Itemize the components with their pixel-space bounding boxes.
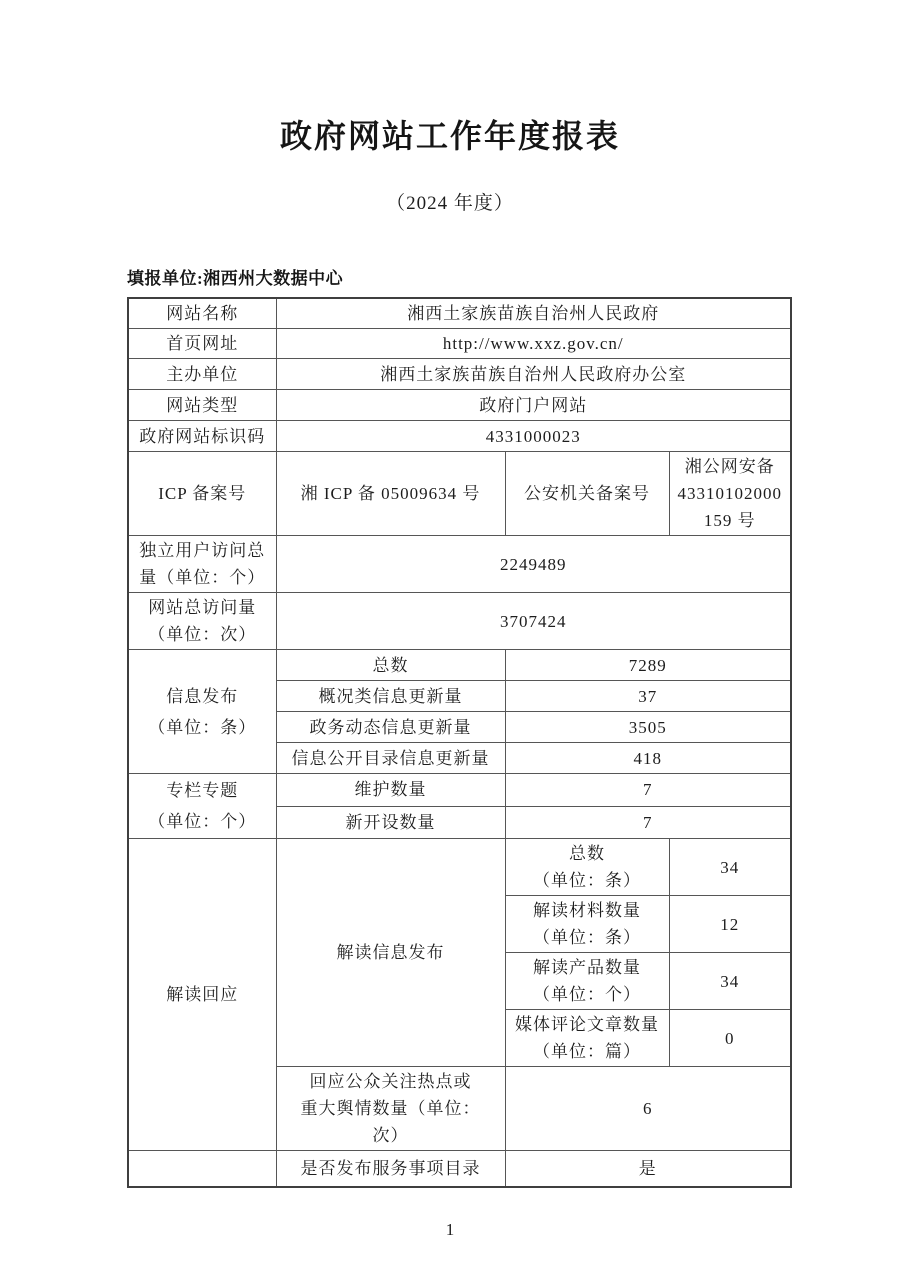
table-row [128,452,791,536]
homepage-url-label: 首页网址 [128,329,276,359]
maintained-count-value: 7 [505,774,791,807]
interp-material-label: 解读材料数量 （单位：条） [505,896,669,953]
unique-visitors-value: 2249489 [276,536,791,593]
hotspot-response-label: 回应公众关注热点或 重大舆情数量（单位： 次） [276,1067,505,1151]
page-number: 1 [445,1219,455,1239]
host-unit-label: 主办单位 [128,359,276,390]
table-row [128,593,791,650]
table-row [128,421,791,452]
media-comment-label: 媒体评论文章数量 （单位：篇） [505,1010,669,1067]
site-name-label: 网站名称 [128,298,276,329]
service-catalog-label: 是否发布服务事项目录 [276,1151,505,1187]
new-count-value: 7 [505,806,791,839]
info-publish-group-label: 信息发布 （单位：条） [128,650,276,774]
service-catalog-value: 是 [505,1151,791,1187]
info-total-label: 总数 [276,650,505,681]
table-row [128,536,791,593]
interp-product-value: 34 [669,953,791,1010]
icp-number: 湘 ICP 备 05009634 号 [276,452,505,536]
interp-product-label: 解读产品数量 （单位：个） [505,953,669,1010]
media-comment-value: 0 [669,1010,791,1067]
host-unit-value: 湘西土家族苗族自治州人民政府办公室 [276,359,791,390]
interp-material-value: 12 [669,896,791,953]
site-name-value: 湘西土家族苗族自治州人民政府 [276,298,791,329]
table-row [128,359,791,390]
interp-total-label: 总数 （单位：条） [505,839,669,896]
overview-update-label: 概况类信息更新量 [276,681,505,712]
annual-report-table [127,297,792,1188]
new-count-label: 新开设数量 [276,806,505,839]
table-row [128,390,791,421]
police-record-label: 公安机关备案号 [505,452,669,536]
table-row [128,1151,791,1187]
empty-group-cell [128,1151,276,1187]
page-title: 政府网站工作年度报表 [279,118,620,154]
table-row [128,774,791,807]
interpretation-group-label: 解读回应 [128,839,276,1151]
total-visits-label: 网站总访问量 （单位：次） [128,593,276,650]
total-visits-value: 3707424 [276,593,791,650]
overview-update-value: 37 [505,681,791,712]
site-id-value: 4331000023 [276,421,791,452]
reporting-unit: 填报单位:湘西州大数据中心 [127,269,344,288]
homepage-url-value: http://www.xxz.gov.cn/ [276,329,791,359]
table-row [128,839,791,896]
catalog-update-label: 信息公开目录信息更新量 [276,743,505,774]
table-row [128,298,791,329]
icp-label: ICP 备案号 [128,452,276,536]
page-subtitle: （2024 年度） [386,193,514,214]
interpretation-publish-label: 解读信息发布 [276,839,505,1067]
catalog-update-value: 418 [505,743,791,774]
police-record-number: 湘公网安备 43310102000 159 号 [669,452,791,536]
unique-visitors-label: 独立用户访问总 量（单位：个） [128,536,276,593]
info-total-value: 7289 [505,650,791,681]
special-columns-group-label: 专栏专题 （单位：个） [128,774,276,839]
site-id-label: 政府网站标识码 [128,421,276,452]
gov-news-update-value: 3505 [505,712,791,743]
interp-total-value: 34 [669,839,791,896]
table-row [128,329,791,359]
gov-news-update-label: 政务动态信息更新量 [276,712,505,743]
hotspot-response-value: 6 [505,1067,791,1151]
site-type-value: 政府门户网站 [276,390,791,421]
maintained-count-label: 维护数量 [276,774,505,807]
site-type-label: 网站类型 [128,390,276,421]
table-row [128,650,791,681]
